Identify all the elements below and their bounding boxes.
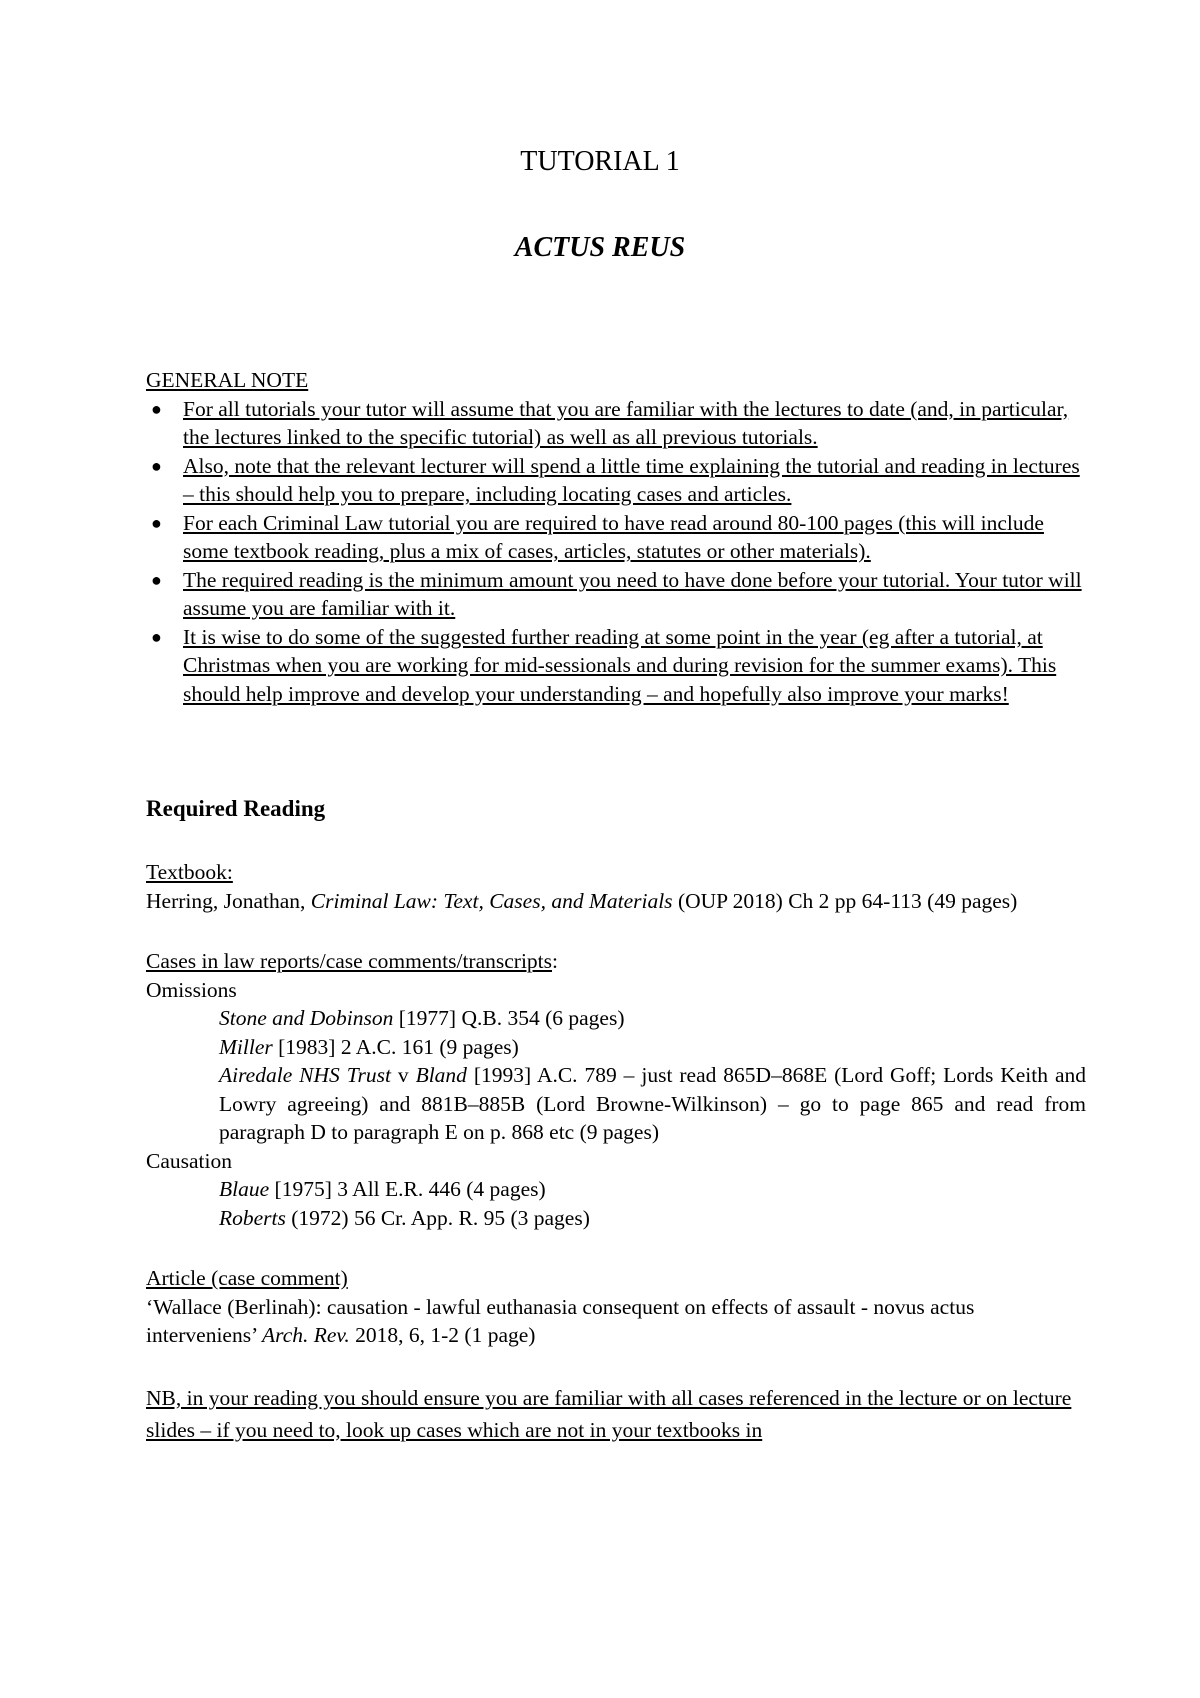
bullet-icon: ● [151, 569, 162, 590]
case-versus: v [390, 1063, 416, 1087]
page-title: TUTORIAL 1 [520, 146, 680, 177]
case-name: Miller [219, 1034, 273, 1059]
case-name: Bland [415, 1063, 467, 1087]
case-entry [146, 1175, 1086, 1204]
case-entry [146, 1204, 1086, 1233]
cases-label-suffix: : [552, 949, 558, 973]
textbook-details: (OUP 2018) Ch 2 pp 64-113 (49 pages) [672, 888, 1018, 913]
cases-label-line [146, 947, 1086, 976]
case-citation: [1977] Q.B. 354 (6 pages) [393, 1006, 625, 1030]
case-entry [146, 1004, 1086, 1033]
nb-note: NB, in your reading you should ensure you are familiar with all cases referenced in the lecture or on lecture slides – if you need to, look up cases which are not in your textbooks in [146, 1385, 1072, 1442]
case-name: Airedale NHS Trust [219, 1063, 391, 1087]
article-journal: Arch. Rev. [262, 1323, 350, 1347]
case-name: Blaue [219, 1177, 270, 1201]
case-entry [146, 1033, 1086, 1062]
case-citation: [1975] 3 All E.R. 446 (4 pages) [269, 1177, 546, 1201]
cases-label: Cases in law reports/case comments/transcripts [146, 949, 553, 973]
list-item [146, 623, 1086, 709]
causation-heading: Causation [146, 1148, 232, 1173]
case-entry-airedale [146, 1061, 1086, 1147]
article-label: Article (case comment) [146, 1266, 348, 1290]
document-body [146, 366, 1086, 1446]
textbook-reference [146, 887, 1086, 916]
article-text: ‘Wallace (Berlinah): causation - lawful euthanasia consequent on effects of assault - novus actus interveniens’ [146, 1294, 975, 1347]
list-item [146, 395, 1086, 452]
page-subtitle: ACTUS REUS [514, 232, 686, 263]
list-item [146, 509, 1086, 566]
textbook-author: Herring, Jonathan, [146, 888, 311, 913]
required-reading-heading: Required Reading [146, 796, 326, 821]
general-note-list [146, 395, 1086, 709]
article-details: 2018, 6, 1-2 (1 page) [349, 1323, 536, 1347]
note-text: It is wise to do some of the suggested further reading at some point in the year (eg after a tutorial, at Christmas when you are working for mid-sessionals and during revision for the summer exams). This should help improve and develop your understanding – and hopefully also improve your marks! [183, 624, 1057, 706]
case-citation: [1993] A.C. 789 – just read 865D–868E (Lord Goff; Lords Keith and Lowry agreeing) and 881B–885B (Lord Browne-Wilkinson) – go to page 865 and read from paragraph D to paragraph E on p. 868 etc (9 pages) [219, 1063, 1086, 1144]
general-note-heading: GENERAL NOTE [146, 368, 309, 392]
case-citation: (1972) 56 Cr. App. R. 95 (3 pages) [285, 1205, 590, 1230]
note-text: For each Criminal Law tutorial you are required to have read around 80-100 pages (this will include some textbook reading, plus a mix of cases, articles, statutes or other materials). [183, 510, 1044, 563]
list-item [146, 452, 1086, 509]
case-citation: [1983] 2 A.C. 161 (9 pages) [272, 1034, 519, 1059]
list-item [146, 566, 1086, 623]
bullet-icon: ● [151, 455, 162, 476]
case-name: Stone and Dobinson [219, 1006, 394, 1030]
note-text: The required reading is the minimum amount you need to have done before your tutorial. Your tutor will assume you are familiar with it. [183, 567, 1082, 620]
bullet-icon: ● [151, 398, 162, 419]
note-text: Also, note that the relevant lecturer will spend a little time explaining the tutorial and reading in lectures – this should help you to prepare, including locating cases and articles. [183, 453, 1080, 506]
bullet-icon: ● [151, 512, 162, 533]
textbook-label: Textbook: [146, 860, 233, 884]
case-name: Roberts [219, 1205, 286, 1230]
article-reference [146, 1293, 1086, 1350]
textbook-title: Criminal Law: Text, Cases, and Materials [310, 888, 673, 913]
bullet-icon: ● [151, 626, 162, 647]
note-text: For all tutorials your tutor will assume that you are familiar with the lectures to date (and, in particular, the lectures linked to the specific tutorial) as well as all previous tutorials. [183, 396, 1069, 449]
omissions-heading: Omissions [146, 977, 237, 1002]
